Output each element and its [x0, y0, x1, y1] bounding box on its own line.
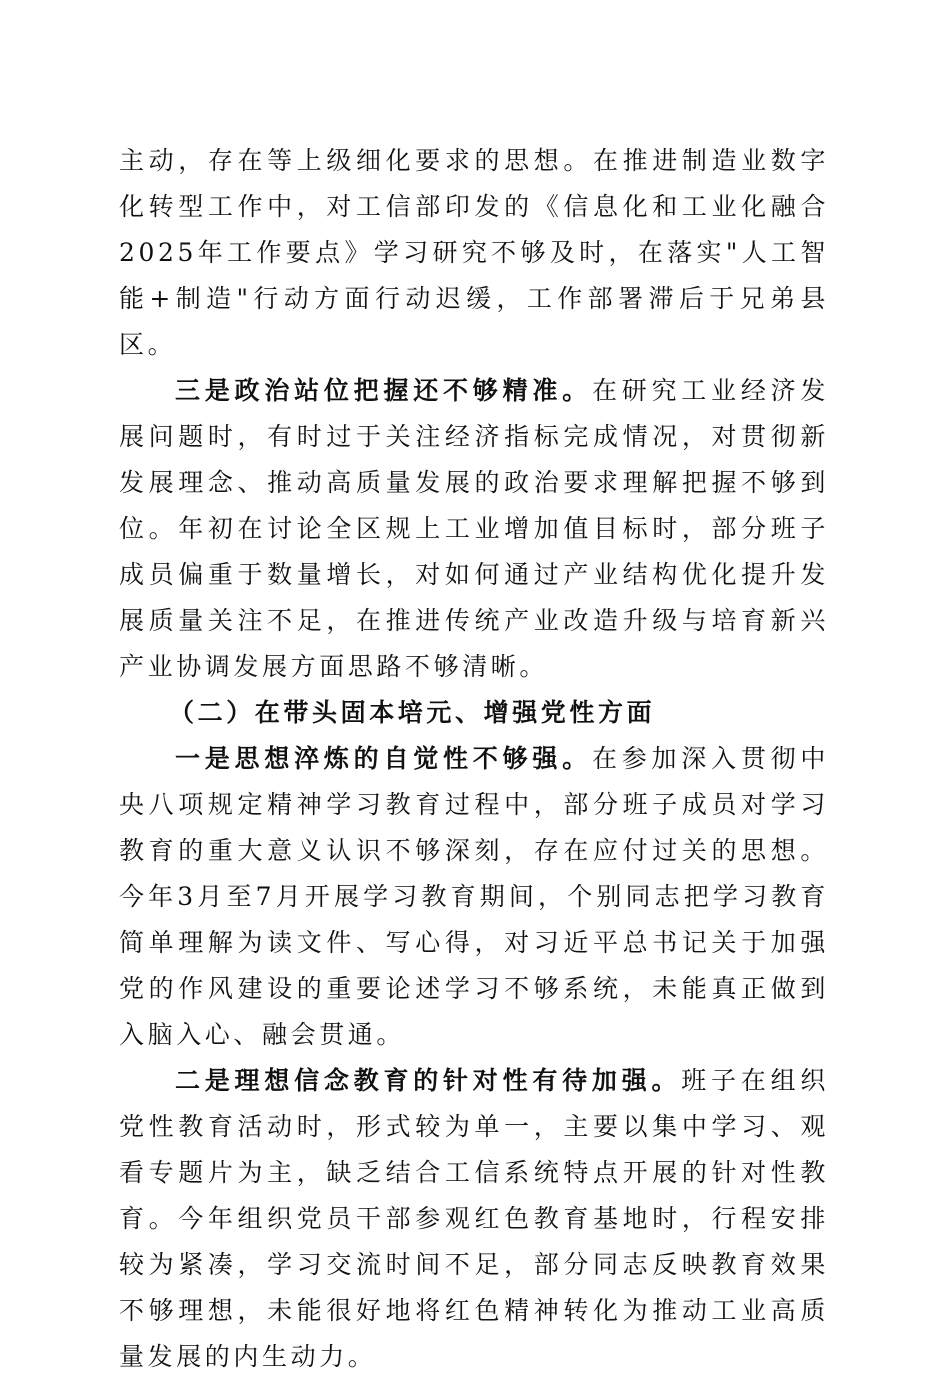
paragraph-lead: 一是思想淬炼的自觉性不够强。 [175, 744, 592, 773]
paragraph-lead: 二是理想信念教育的针对性有待加强。 [175, 1066, 682, 1095]
paragraph-text: 在参加深入贯彻中央八项规定精神学习教育过程中，部分班子成员对学习教育的重大意义认识不够深刻，存在应付过关的思想。今年3月至7月开展学习教育期间，个别同志把学习教育简单理解为读文件、写心得，对习近平总书记关于加强党的作风建设的重要论述学习不够系统，未能真正做到入脑入心、融会贯通。 [119, 744, 829, 1049]
paragraph-ideological-tempering [119, 736, 829, 1058]
section-heading-text: （二）在带头固本培元、增强党性方面 [169, 698, 656, 727]
section-heading [119, 690, 829, 736]
paragraph-ideals-education [119, 1058, 829, 1380]
paragraph-text: 在研究工业经济发展问题时，有时过于关注经济指标完成情况，对贯彻新发展理念、推动高质量发展的政治要求理解把握不够到位。年初在讨论全区规上工业增加值目标时，部分班子成员偏重于数量增长，对如何通过产业结构优化提升发展质量关注不足，在推进传统产业改造升级与培育新兴产业协调发展方面思路不够清晰。 [119, 376, 829, 681]
paragraph-political-stance [119, 368, 829, 690]
paragraph-lead: 三是政治站位把握还不够精准。 [175, 376, 592, 405]
document-body [119, 138, 829, 1380]
paragraph-text: 班子在组织党性教育活动时，形式较为单一，主要以集中学习、观看专题片为主，缺乏结合工信系统特点开展的针对性教育。今年组织党员干部参观红色教育基地时，行程安排较为紧凑，学习交流时间不足，部分同志反映教育效果不够理想，未能很好地将红色精神转化为推动工业高质量发展的内生动力。 [119, 1066, 829, 1371]
paragraph-continuation [119, 138, 829, 368]
paragraph-text: 主动，存在等上级细化要求的思想。在推进制造业数字化转型工作中，对工信部印发的《信息化和工业化融合2025年工作要点》学习研究不够及时，在落实"人工智能+制造"行动方面行动迟缓，工作部署滞后于兄弟县区。 [119, 146, 829, 359]
